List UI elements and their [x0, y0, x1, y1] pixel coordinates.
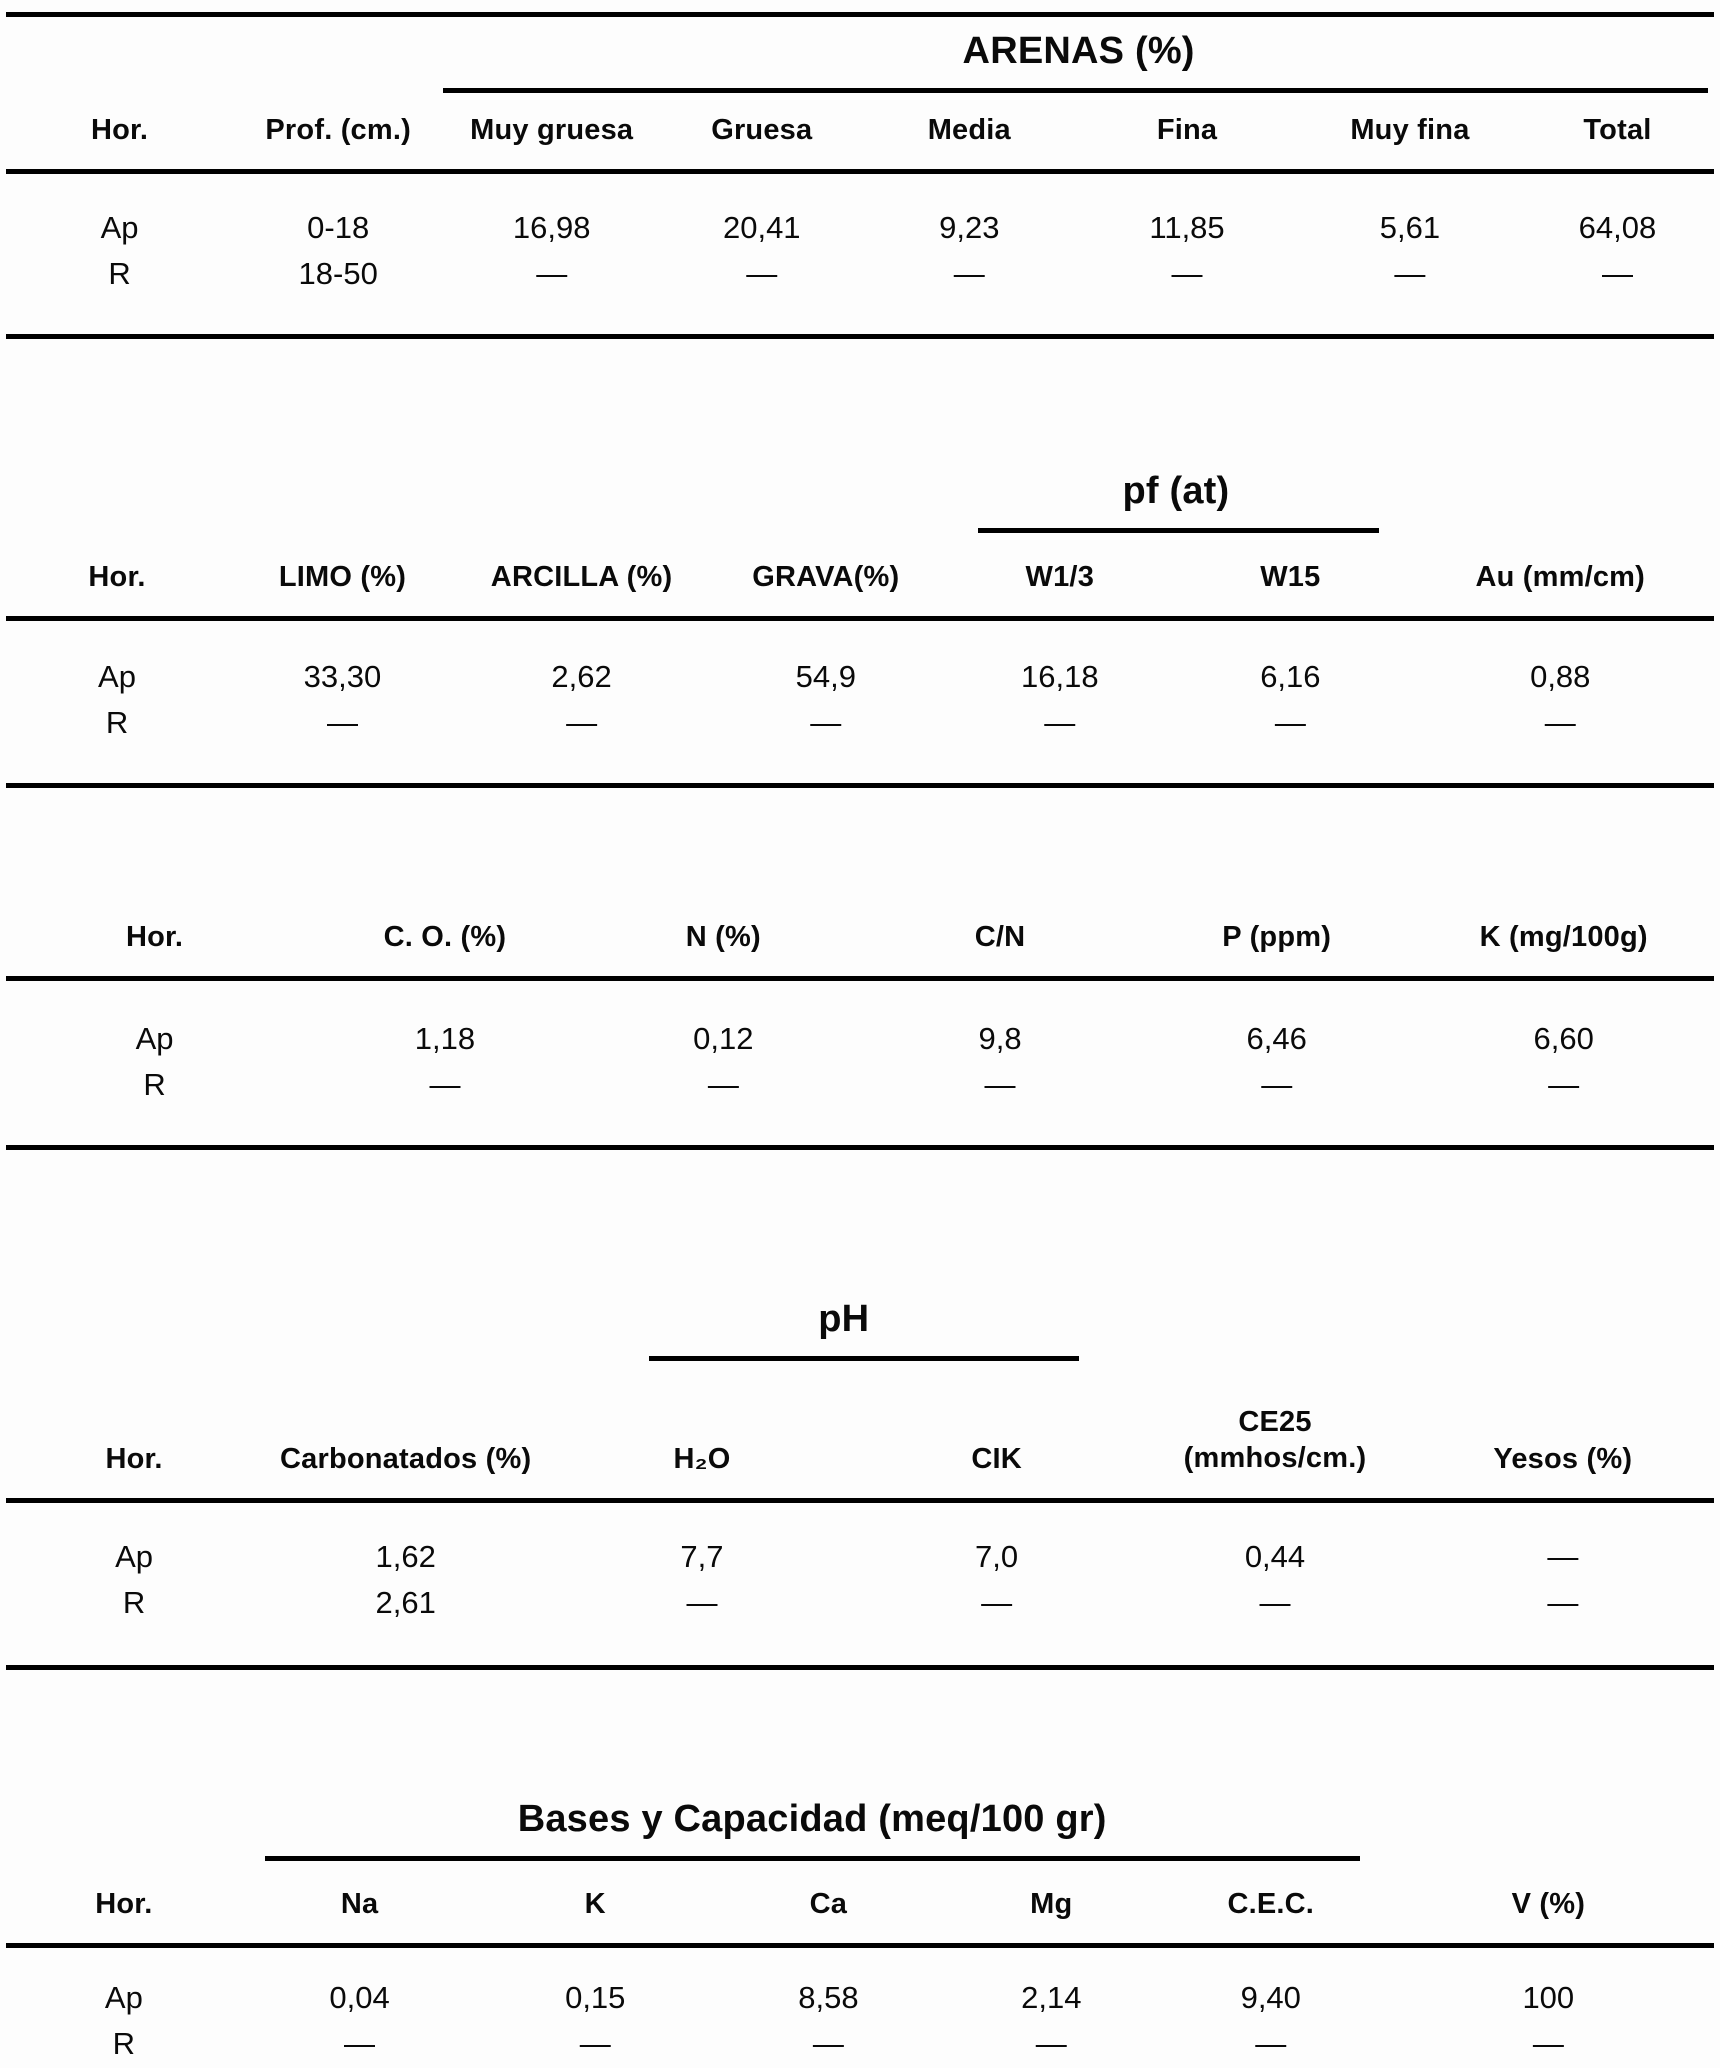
column-header-line1: CE25 [1238, 1405, 1312, 1438]
spanner-gap [6, 467, 945, 533]
column-header: Gruesa [660, 93, 863, 171]
column-header: GRAVA(%) [706, 533, 945, 619]
column-header: K (mg/100g) [1413, 908, 1714, 978]
column-header: C/N [860, 908, 1140, 978]
table-row [6, 1945, 1714, 2020]
column-header: W15 [1174, 533, 1406, 619]
table-cell: — [812, 2025, 844, 2061]
table-cell: — [1601, 255, 1633, 291]
table-row [6, 1579, 1714, 1668]
spanner-gap [6, 17, 443, 93]
column-header: Muy gruesa [443, 93, 660, 171]
table-cell: — [707, 1066, 739, 1102]
table-cell: 1,62 [375, 1539, 436, 1574]
table-cell: — [1547, 1539, 1579, 1574]
table-cell: 6,60 [1533, 1020, 1594, 1056]
table-cell: 64,08 [1578, 209, 1657, 245]
table-cell: — [984, 1066, 1016, 1102]
table-cell: — [326, 705, 358, 740]
column-header: C. O. (%) [303, 908, 587, 978]
table-cell: 9,23 [939, 209, 1000, 245]
column-header: P (ppm) [1140, 908, 1413, 978]
column-header: Prof. (cm.) [233, 93, 443, 171]
table-cell: 18-50 [298, 255, 378, 291]
table-cell: — [1547, 1585, 1579, 1620]
spanner-gap [1407, 467, 1715, 533]
table-cell: 0,88 [1530, 659, 1591, 694]
column-header: Hor. [6, 93, 233, 171]
ph-group-title: pH [818, 1297, 870, 1340]
table-cell: 8,58 [798, 1979, 859, 2015]
column-header: Muy fina [1299, 93, 1521, 171]
column-header: Fina [1075, 93, 1299, 171]
table-cell: 7,7 [680, 1539, 724, 1574]
table-row [6, 2020, 1714, 2068]
table-cell: 100 [1522, 1979, 1575, 2015]
table-cell: 9,40 [1240, 1979, 1301, 2015]
table-cell: — [579, 2025, 611, 2061]
column-header: Yesos (%) [1412, 1361, 1714, 1501]
column-header: Au (mm/cm) [1407, 533, 1715, 619]
spanner-gap [1383, 1798, 1714, 1861]
table-cell: 9,8 [978, 1020, 1022, 1056]
table-cell: 20,41 [722, 209, 801, 245]
spanner-gap [6, 1298, 549, 1361]
table-block-ph [6, 1298, 1714, 1671]
bases-group-underline [265, 1856, 1360, 1861]
table-cell: — [981, 1585, 1013, 1620]
table-row [6, 1061, 1714, 1148]
table-cell: 1,18 [414, 1020, 476, 1056]
column-header: ARCILLA (%) [457, 533, 706, 619]
table-cell: — [344, 2025, 376, 2061]
table-cell: 0,44 [1244, 1539, 1306, 1574]
spanner-row [6, 17, 1714, 93]
column-header: Hor. [6, 533, 228, 619]
column-header: C.E.C. [1159, 1861, 1383, 1945]
table-cell: Ap [104, 1979, 143, 2015]
table-cell: — [1394, 255, 1426, 291]
table-cell: 0,15 [565, 1979, 626, 2015]
ph-group-underline [649, 1356, 1079, 1361]
table-cell: 2,14 [1021, 1979, 1082, 2015]
column-header: Mg [944, 1861, 1159, 1945]
table-cell: 16,98 [512, 209, 591, 245]
table-block-quimica [6, 908, 1714, 1150]
table-cell: 0,12 [693, 1020, 754, 1056]
table-cell: Ap [115, 1539, 154, 1574]
table-row [6, 699, 1714, 786]
header-row [6, 1361, 1714, 1501]
pf-group-header [945, 467, 1406, 533]
header-row [6, 908, 1714, 978]
table-cell: Ap [100, 209, 139, 245]
table-cell: 16,18 [1021, 659, 1099, 694]
table-block-bases [6, 1798, 1714, 2068]
arenas-group-title: ARENAS (%) [962, 30, 1195, 72]
table-cell: 33,30 [303, 659, 382, 694]
table-row [6, 978, 1714, 1061]
column-header: Hor. [6, 1861, 242, 1945]
table-cell: — [686, 1585, 718, 1620]
table-cell: — [953, 255, 985, 291]
column-header: Hor. [6, 1361, 262, 1501]
table-cell: R [143, 1066, 166, 1102]
table-row [6, 250, 1714, 337]
column-header: Media [863, 93, 1075, 171]
table-cell: Ap [98, 659, 136, 694]
column-header: W1/3 [945, 533, 1174, 619]
table-row [6, 1501, 1714, 1580]
pf-group-underline [978, 528, 1379, 533]
table-cell: 5,61 [1379, 209, 1441, 245]
spanner-gap [6, 1798, 242, 1861]
soil-table-granulometria [6, 467, 1714, 789]
table-cell: R [122, 1585, 146, 1620]
column-header: Hor. [6, 908, 303, 978]
header-row [6, 533, 1714, 619]
soil-table-quimica [6, 908, 1714, 1150]
table-cell: — [810, 705, 842, 740]
table-cell: — [1274, 705, 1306, 740]
column-header: Carbonatados (%) [262, 1361, 549, 1501]
table-cell: — [1548, 1066, 1580, 1102]
table-block-arenas [6, 12, 1714, 339]
column-header: N (%) [587, 908, 860, 978]
table-cell: 54,9 [795, 659, 856, 694]
table-cell: — [1532, 2025, 1564, 2061]
column-header: LIMO (%) [228, 533, 457, 619]
table-cell: — [746, 255, 778, 291]
bases-group-title: Bases y Capacidad (meq/100 gr) [517, 1798, 1107, 1840]
column-header-line2: (mmhos/cm.) [1183, 1441, 1367, 1474]
table-cell: R [105, 705, 129, 740]
table-cell: 0-18 [307, 209, 370, 245]
table-cell: 11,85 [1149, 209, 1225, 245]
table-cell: 6,46 [1246, 1020, 1307, 1056]
table-cell: 7,0 [975, 1539, 1019, 1574]
soil-table-arenas [6, 17, 1714, 339]
column-header: CIK [855, 1361, 1139, 1501]
column-header: V (%) [1383, 1861, 1714, 1945]
spanner-row [6, 1298, 1714, 1361]
table-cell: Ap [135, 1020, 174, 1056]
table-cell: 2,62 [551, 659, 612, 694]
table-cell: — [1044, 705, 1076, 740]
header-row [6, 1861, 1714, 1945]
table-row [6, 619, 1714, 700]
table-cell: — [1255, 2025, 1287, 2061]
soil-table-ph [6, 1298, 1714, 1671]
column-header-two-line [1138, 1361, 1411, 1501]
header-row [6, 93, 1714, 171]
spanner-row [6, 467, 1714, 533]
arenas-group-underline [443, 88, 1707, 93]
soil-table-bases [6, 1798, 1714, 2068]
table-cell: R [108, 255, 131, 291]
arenas-group-header [443, 17, 1714, 93]
column-header: Total [1521, 93, 1714, 171]
pf-group-title: pf (at) [1122, 469, 1230, 512]
spanner-gap [1138, 1298, 1714, 1361]
column-header: Ca [713, 1861, 944, 1945]
table-cell: — [1035, 2025, 1067, 2061]
column-header: K [477, 1861, 713, 1945]
table-cell: — [566, 705, 598, 740]
table-cell: R [112, 2025, 136, 2061]
table-cell: 2,61 [375, 1585, 436, 1620]
column-header: Na [242, 1861, 478, 1945]
table-cell: 6,16 [1260, 659, 1321, 694]
table-cell: — [536, 255, 568, 291]
table-block-granulometria [6, 467, 1714, 789]
table-cell: — [1544, 705, 1576, 740]
ph-group-header [549, 1298, 1138, 1361]
column-header: H₂O [549, 1361, 855, 1501]
table-row [6, 171, 1714, 250]
table-cell: — [1261, 1066, 1293, 1102]
table-cell: 0,04 [329, 1979, 390, 2015]
table-cell: — [429, 1066, 461, 1102]
table-cell: — [1171, 255, 1203, 291]
spanner-row [6, 1798, 1714, 1861]
table-cell: — [1259, 1585, 1291, 1620]
bases-group-header [242, 1798, 1383, 1861]
